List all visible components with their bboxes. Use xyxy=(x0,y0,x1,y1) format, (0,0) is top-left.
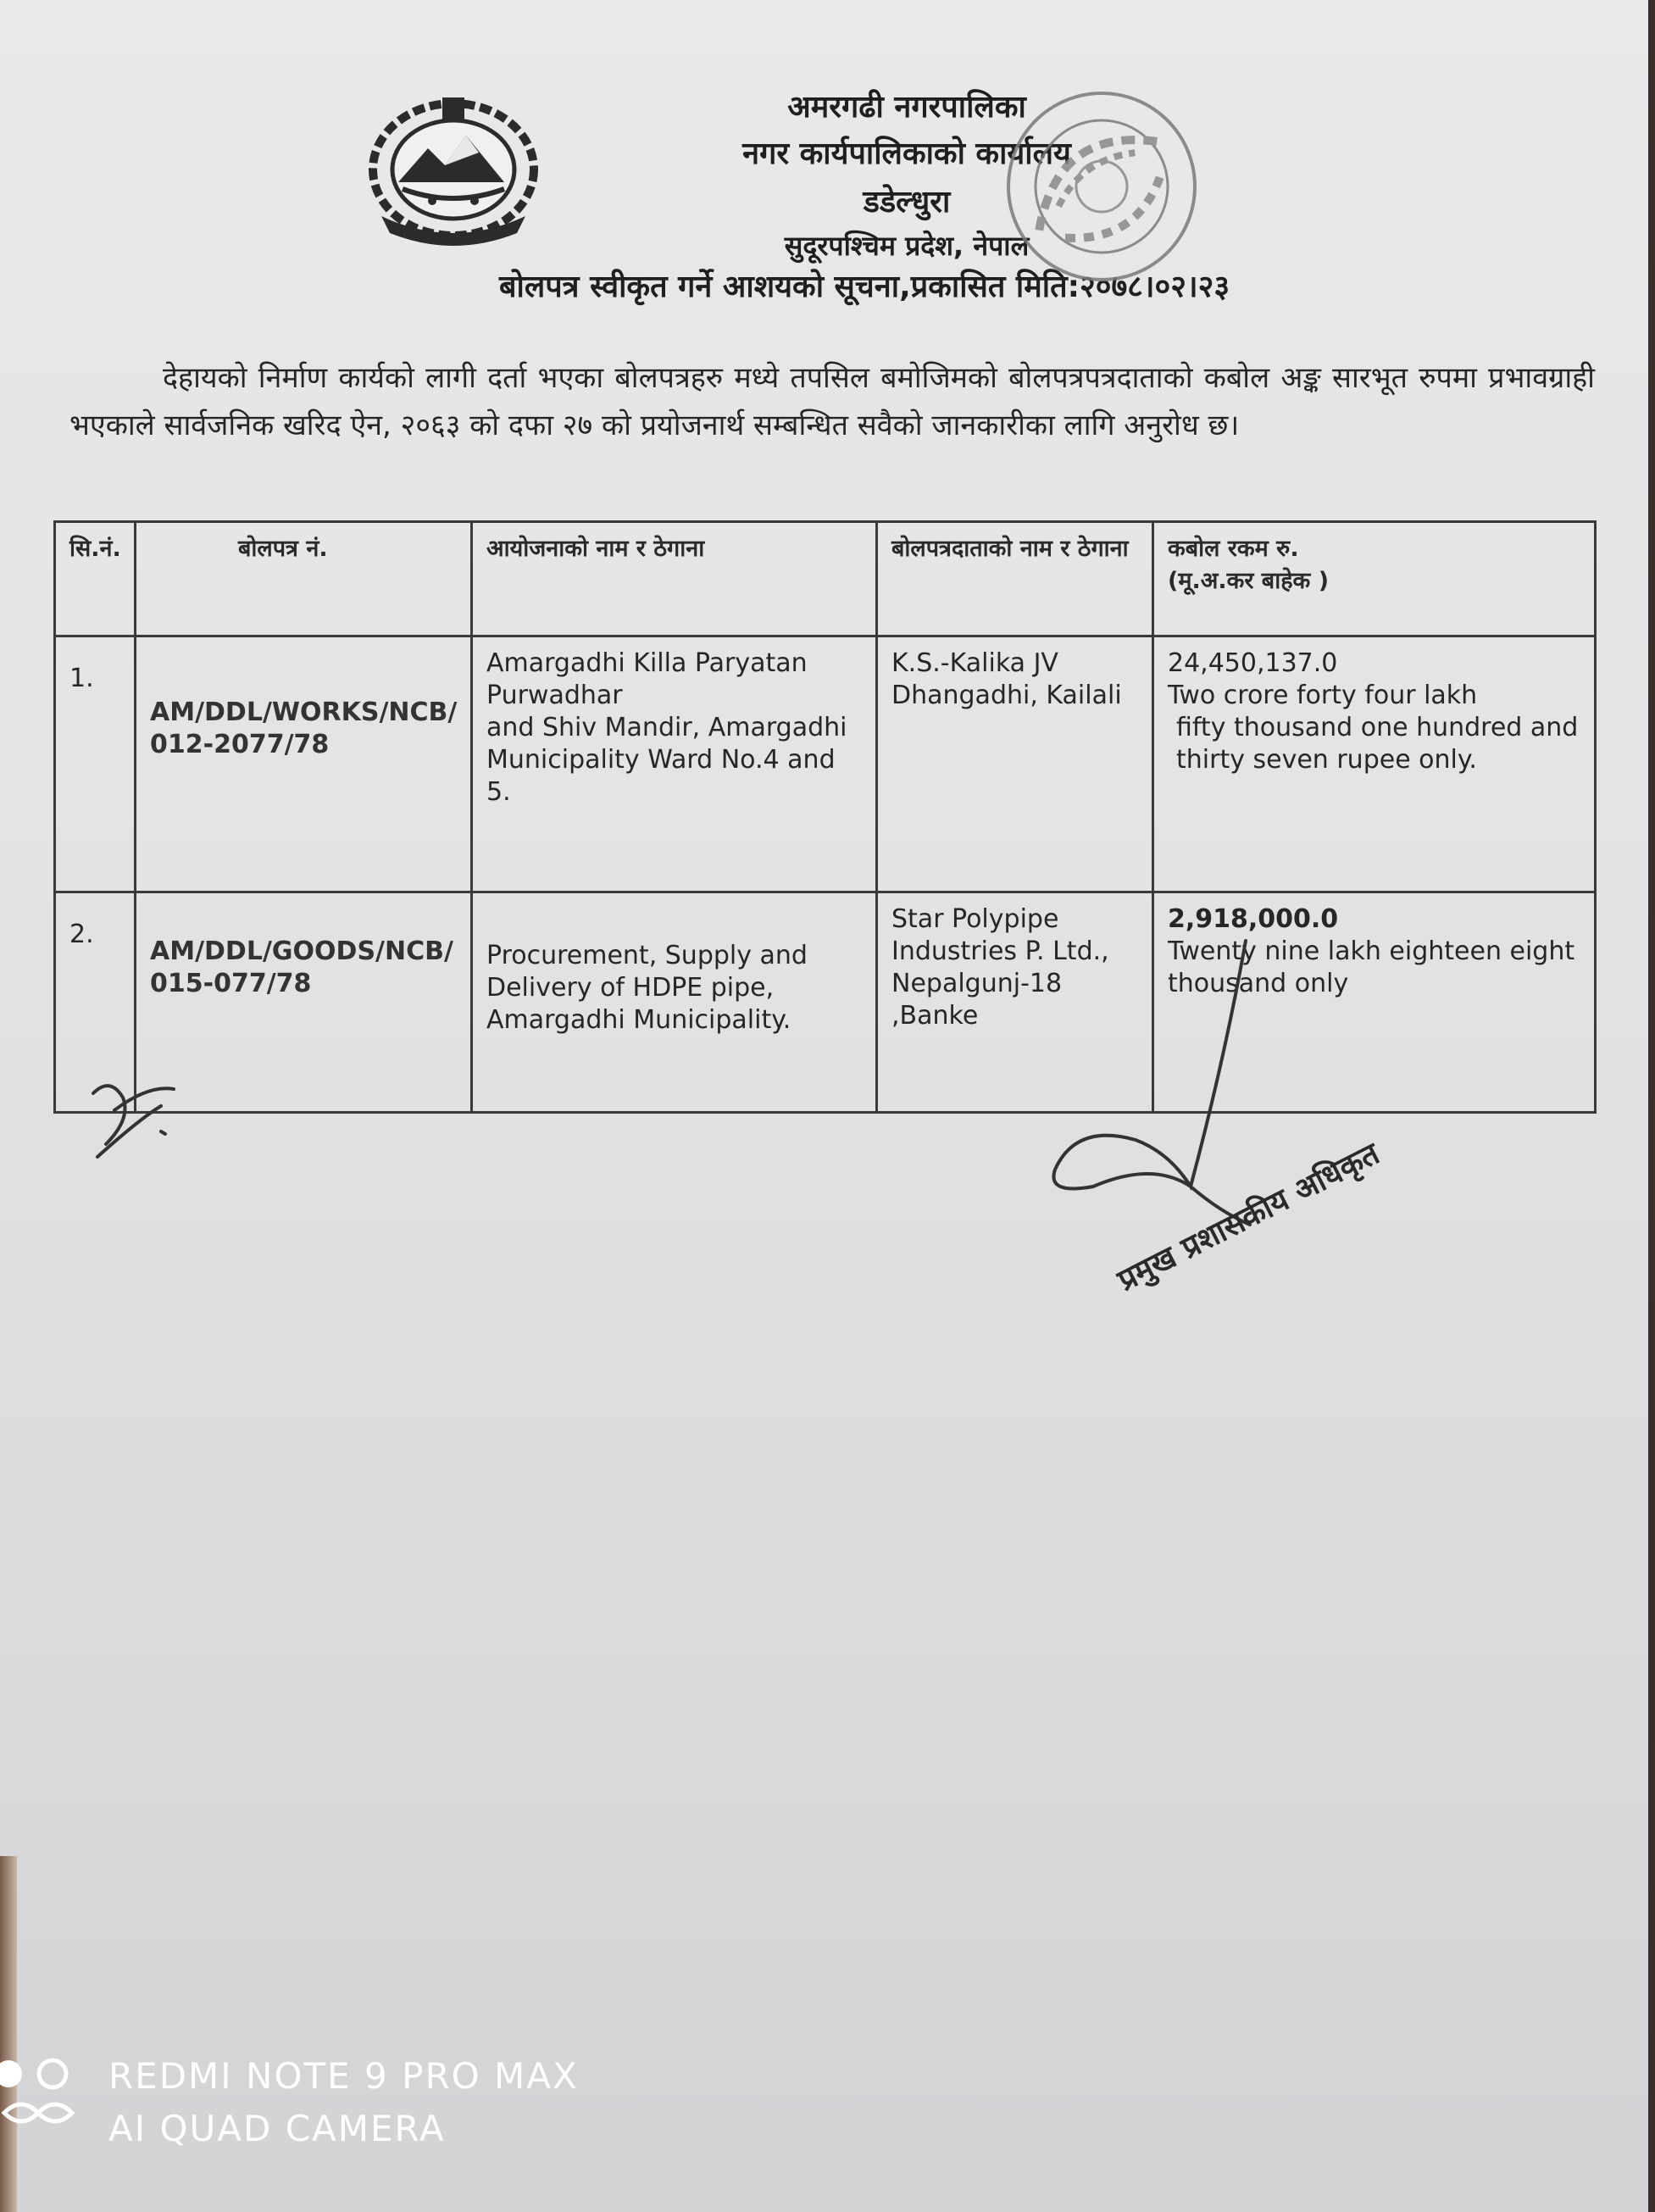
municipality-name: अमरगढी नगरपालिका xyxy=(787,90,1026,125)
amount-words: fifty thousand one hundred and xyxy=(1176,713,1579,742)
row-bidder xyxy=(877,636,1153,892)
header-project: आयोजनाको नाम र ठेगाना xyxy=(472,522,877,636)
header-bidder: बोलपत्रदाताको नाम र ठेगाना xyxy=(877,522,1153,636)
amount-words: thousand only xyxy=(1168,969,1349,998)
table-row xyxy=(55,636,1596,892)
row-bid-no xyxy=(136,636,472,892)
intro-paragraph: देहायको निर्माण कार्यको लागी दर्ता भएका बोलपत्रहरु मध्ये तपसिल बमोजिमको बोलपत्रपत्रदाताको कबोल अङ्क सारभूत रुपमा प्रभावग्राही भएकाले सार्वजनिक खरिद ऐन, २०६३ को दफा २७ को प्रयोजनार्थ सम्बन्धित सवैको जानकारीका लागि अनुरोध छ। xyxy=(69,361,1595,442)
province-name: सुदूरपश्चिम प्रदेश, नेपाल xyxy=(784,230,1030,262)
project-line: Procurement, Supply and xyxy=(486,941,808,970)
bidder-line: ,Banke xyxy=(891,1001,979,1031)
bidder-line: Star Polypipe xyxy=(891,904,1059,934)
district-name: डडेल्धुरा xyxy=(863,185,951,220)
office-stamp xyxy=(975,59,1229,314)
amount-words: Twenty nine lakh eighteen eight xyxy=(1168,936,1575,966)
bid-table xyxy=(53,520,1597,1114)
office-name: नगर कार्यपालिकाको कार्यालय xyxy=(742,136,1071,171)
header-bid-no xyxy=(136,522,472,636)
bidder-line: Industries P. Ltd., xyxy=(891,936,1109,966)
project-line: Amargadhi Killa Paryatan xyxy=(486,648,808,678)
amount-value: 2,918,000.0 xyxy=(1168,904,1339,934)
table-row xyxy=(55,892,1596,1113)
project-line: Municipality Ward No.4 and 5. xyxy=(486,745,836,807)
project-line: Purwadhar xyxy=(486,681,623,710)
project-line: Amargadhi Municipality. xyxy=(486,1005,791,1035)
bidder-line: Nepalgunj-18 xyxy=(891,969,1063,998)
bid-no-line: 015-077/78 xyxy=(150,969,312,998)
amount-value: 24,450,137.0 xyxy=(1168,648,1338,678)
officer-signature xyxy=(1042,932,1263,1237)
project-line: Delivery of HDPE pipe, xyxy=(486,973,775,1003)
bidder-line: K.S.-Kalika JV xyxy=(891,648,1058,678)
row-project xyxy=(472,892,877,1113)
amount-words: thirty seven rupee only. xyxy=(1176,745,1477,775)
header-amount-label: कबोल रकम रु. xyxy=(1168,536,1299,562)
header-amount xyxy=(1153,522,1596,636)
row-amount xyxy=(1153,636,1596,892)
header-bid-no-label: बोलपत्र नं. xyxy=(238,536,328,562)
watermark-model: REDMI NOTE 9 PRO MAX xyxy=(108,2055,579,2097)
row-project xyxy=(472,636,877,892)
table-header-row xyxy=(55,522,1596,636)
bid-no-line: 012-2077/78 xyxy=(150,730,330,759)
header-amount-note: (मू.अ.कर बाहेक ) xyxy=(1168,568,1330,594)
bid-no-line: AM/DDL/WORKS/NCB/ xyxy=(150,698,458,727)
officer-title: प्रमुख प्रशासकीय अधिकृत xyxy=(1112,1136,1386,1298)
initial-signature xyxy=(81,1059,191,1170)
project-line: and Shiv Mandir, Amargadhi xyxy=(486,713,847,742)
page-edge-shadow xyxy=(1648,0,1655,2212)
amount-words: Two crore forty four lakh xyxy=(1168,681,1478,710)
row-sn: 1. xyxy=(55,636,136,892)
table-surface-edge xyxy=(0,1856,17,2212)
header-sn: सि.नं. xyxy=(55,522,136,636)
watermark-camera: AI QUAD CAMERA xyxy=(108,2108,446,2149)
row-sn: 2. xyxy=(55,892,136,1113)
camera-logo-icon xyxy=(0,2055,76,2131)
notice-title: बोलपत्र स्वीकृत गर्ने आशयको सूचना,प्रकासित मिति:२०७८।०२।२३ xyxy=(498,270,1230,304)
bid-no-line: AM/DDL/GOODS/NCB/ xyxy=(150,936,453,966)
bidder-line: Dhangadhi, Kailali xyxy=(891,681,1122,710)
